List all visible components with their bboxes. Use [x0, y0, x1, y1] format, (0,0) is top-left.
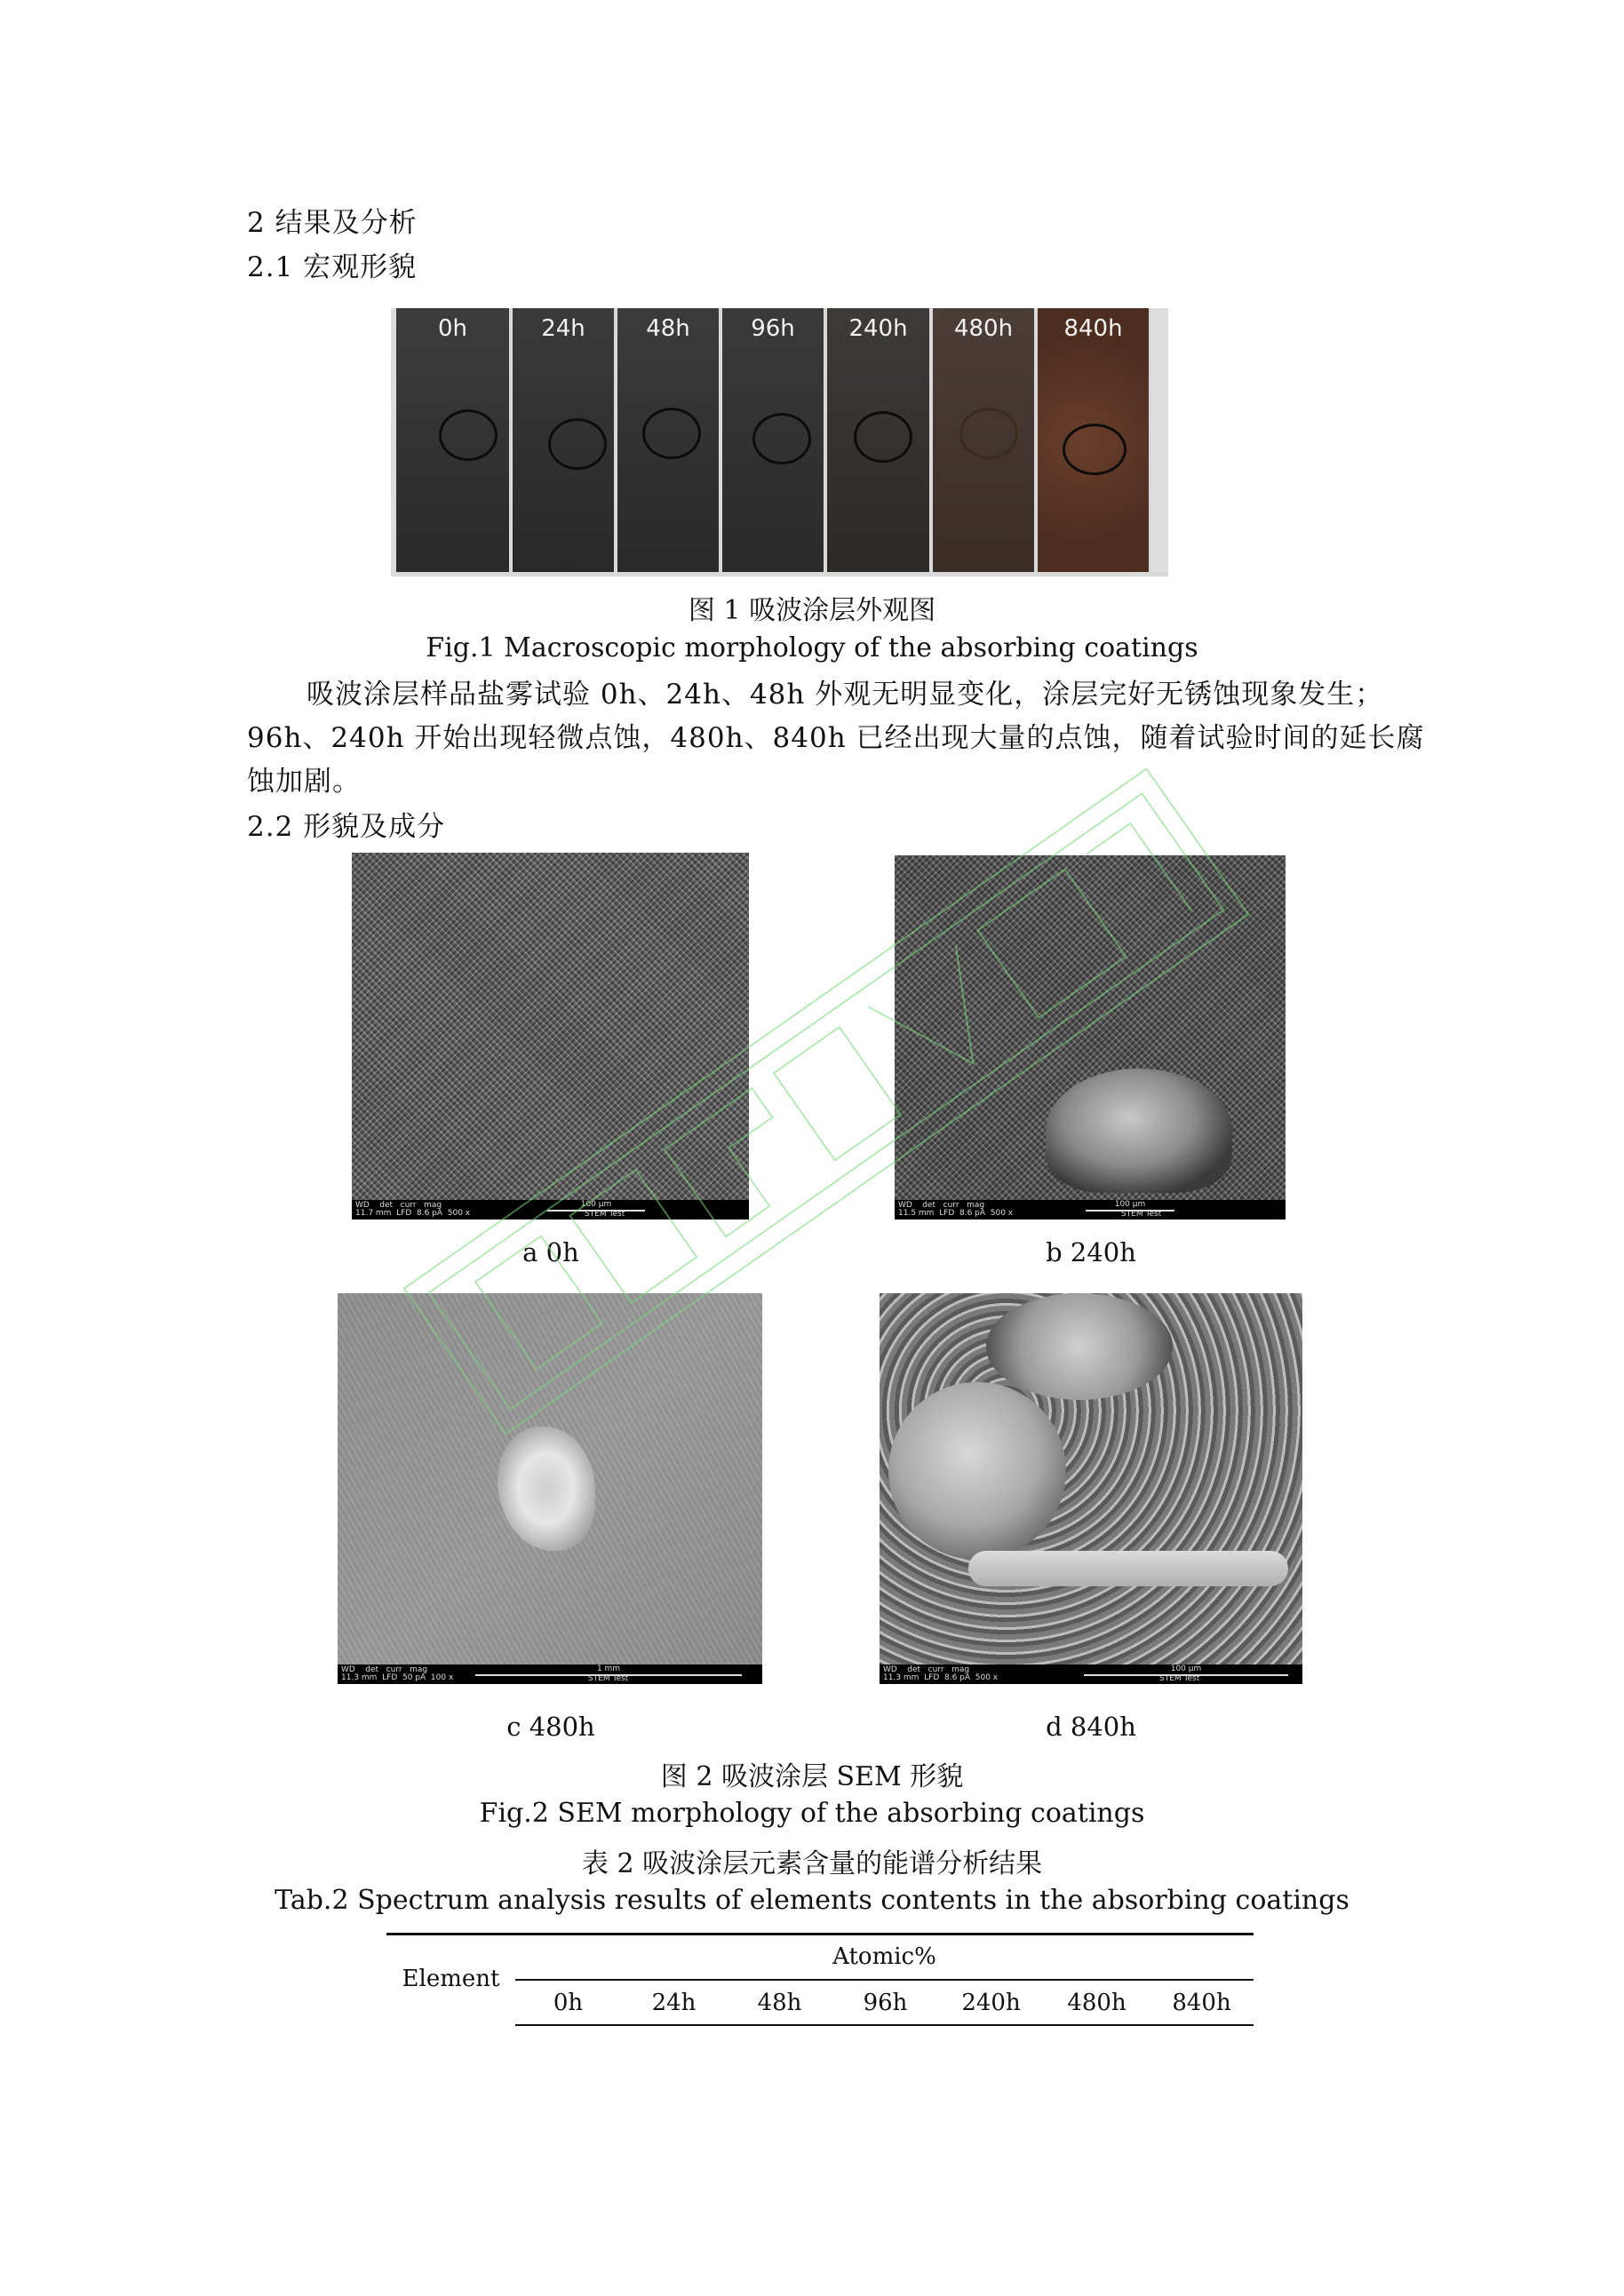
table-column-header: 24h: [651, 1990, 697, 2016]
subfigure-label: c 480h: [506, 1712, 595, 1742]
sem-meta: WD det curr mag 11.3 mm LFD 50 pA 100 x: [341, 1665, 454, 1682]
panel-label: 24h: [541, 315, 585, 342]
panel-label: 840h: [1063, 315, 1123, 342]
subfigure-label: d 840h: [1046, 1712, 1136, 1742]
coating-panels-photo: [391, 308, 1168, 576]
panel-48h: [617, 308, 719, 572]
sem-meta: WD det curr mag 11.7 mm LFD 8.6 pA 500 x: [355, 1201, 471, 1218]
table-row-header: Element: [402, 1966, 500, 1992]
fig1-caption-cn: 图 1 吸波涂层外观图: [688, 595, 936, 626]
table-top-rule: [386, 1933, 1254, 1935]
sem-image-480h: [338, 1293, 762, 1684]
sem-scale-bar: 100 μm: [547, 1201, 645, 1212]
table2-caption-en: Tab.2 Spectrum analysis results of elements contents in the absorbing coatings: [275, 1885, 1349, 1916]
table-mid-rule: [515, 1979, 1254, 1981]
fig1-caption-en: Fig.1 Macroscopic morphology of the absorbing coatings: [426, 632, 1198, 663]
sem-scale-bar: 100 μm: [1086, 1201, 1174, 1212]
sem-image-240h: [895, 855, 1286, 1220]
table-group-header: Atomic%: [832, 1943, 936, 1970]
table2-caption-cn: 表 2 吸波涂层元素含量的能谱分析结果: [581, 1848, 1043, 1879]
sem-stem-label: STEM Test: [1159, 1674, 1200, 1683]
table-column-header: 96h: [863, 1990, 908, 2016]
panel-label: 48h: [646, 315, 690, 342]
panel-480h: [933, 308, 1034, 572]
sem-scale-bar: 100 μm: [1084, 1665, 1288, 1676]
panel-840h: [1038, 308, 1149, 572]
paragraph-line: 吸波涂层样品盐雾试验 0h、24h、48h 外观无明显变化，涂层完好无锈蚀现象发生；: [306, 679, 1384, 711]
table-column-header: 0h: [553, 1990, 584, 2016]
paragraph-line: 96h、240h 开始出现轻微点蚀，480h、840h 已经出现大量的点蚀，随着试验时间的延长腐: [247, 722, 1425, 754]
sem-image-0h: [352, 853, 749, 1220]
paragraph-line: 蚀加剧。: [247, 766, 361, 798]
fig2-caption-en: Fig.2 SEM morphology of the absorbing coatings: [479, 1798, 1145, 1829]
panel-0h: [396, 308, 509, 572]
subfigure-label: a 0h: [522, 1237, 579, 1267]
subsection-heading-macro: 2.1 宏观形貌: [247, 251, 418, 283]
panel-96h: [722, 308, 824, 572]
table-column-header: 240h: [961, 1990, 1021, 2016]
panel-label: 0h: [437, 315, 468, 342]
sem-scale-bar: 1 mm: [475, 1665, 742, 1676]
fig2-caption-cn: 图 2 吸波涂层 SEM 形貌: [660, 1761, 964, 1792]
table-column-header: 48h: [757, 1990, 802, 2016]
table-header-rule: [515, 2024, 1254, 2026]
sem-meta: WD det curr mag 11.3 mm LFD 8.6 pA 500 x: [883, 1665, 999, 1682]
sem-stem-label: STEM Test: [588, 1674, 629, 1683]
sem-meta: WD det curr mag 11.5 mm LFD 8.6 pA 500 x: [898, 1201, 1014, 1218]
section-heading: 2 结果及分析: [247, 207, 418, 239]
panel-24h: [513, 308, 614, 572]
sem-image-840h: [880, 1293, 1302, 1684]
panel-240h: [827, 308, 929, 572]
subfigure-label: b 240h: [1046, 1237, 1136, 1267]
panel-label: 480h: [953, 315, 1014, 342]
table-column-header: 840h: [1172, 1990, 1231, 2016]
table-column-header: 480h: [1067, 1990, 1126, 2016]
subsection-heading-sem: 2.2 形貌及成分: [247, 811, 446, 843]
panel-label: 96h: [751, 315, 795, 342]
sem-stem-label: STEM Test: [1121, 1210, 1162, 1219]
sem-stem-label: STEM Test: [585, 1210, 625, 1219]
panel-label: 240h: [848, 315, 908, 342]
